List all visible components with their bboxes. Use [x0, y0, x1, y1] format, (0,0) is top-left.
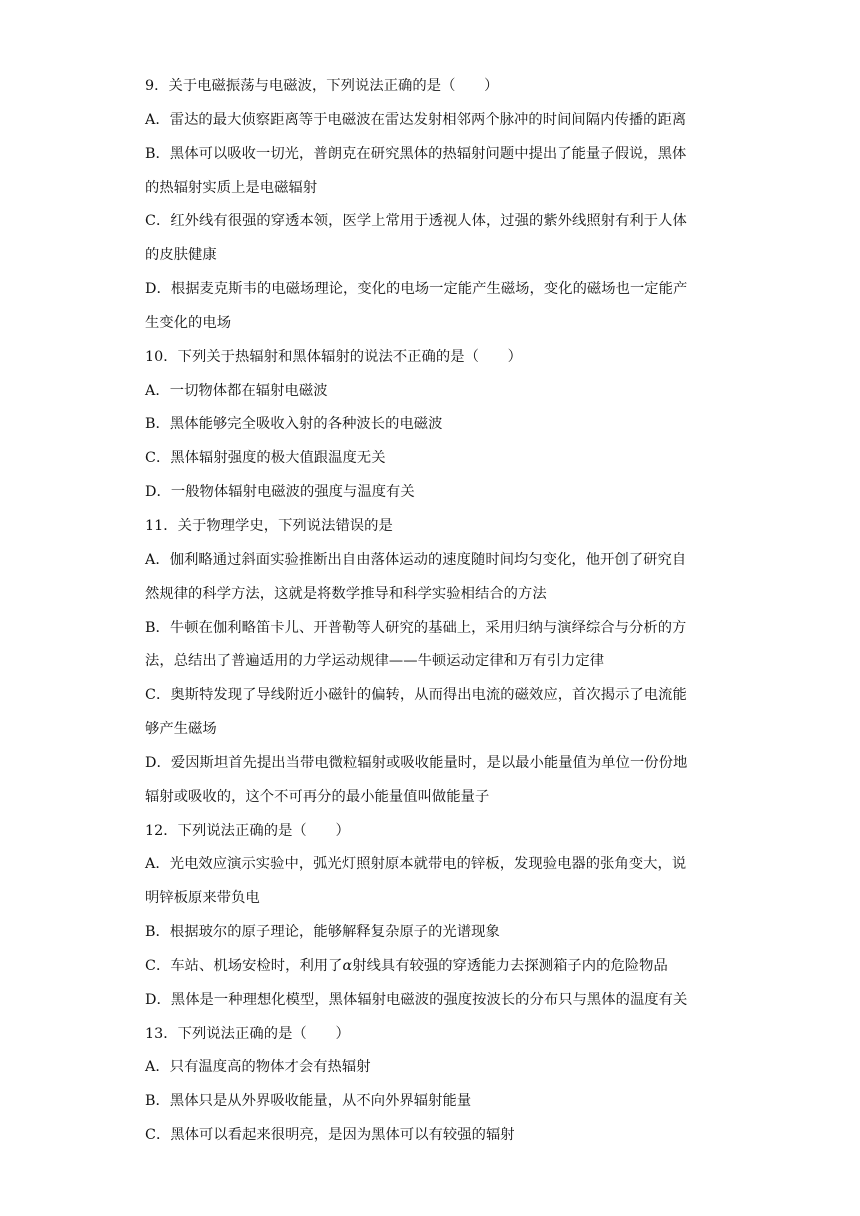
option-d: D．黑体是一种理想化模型，黑体辐射电磁波的强度按波长的分布只与黑体的温度有关	[145, 991, 688, 1008]
question-11	[145, 510, 725, 815]
question-stem: 10．下列关于热辐射和黑体辐射的说法不正确的是（ ）	[145, 348, 522, 365]
option-a: A．光电效应演示实验中，弧光灯照射原本就带电的锌板，发现验电器的张角变大，说	[145, 856, 687, 873]
question-stem: 9．关于电磁振荡与电磁波，下列说法正确的是（ ）	[145, 78, 499, 94]
option-c: C．奥斯特发现了导线附近小磁针的偏转，从而得出电流的磁效应，首次揭示了电流能	[145, 687, 687, 704]
option-d: D．一般物体辐射电磁波的强度与温度有关	[145, 484, 415, 501]
option-b-continued: 法，总结出了普遍适用的力学运动规律——牛顿运动定律和万有引力定律	[145, 653, 605, 670]
question-stem: 11．关于物理学史，下列说法错误的是	[145, 517, 393, 534]
option-c: C．红外线有很强的穿透本领，医学上常用于透视人体，过强的紫外线照射有利于人体	[145, 213, 687, 230]
option-b: B．根据玻尔的原子理论，能够解释复杂原子的光谱现象	[145, 924, 500, 941]
option-b-continued: 的热辐射实质上是电磁辐射	[145, 179, 318, 196]
option-d: D．爱因斯坦首先提出当带电微粒辐射或吸收能量时，是以最小能量值为单位一份份地	[145, 754, 688, 771]
option-d: D．根据麦克斯韦的电磁场理论，变化的电场一定能产生磁场，变化的磁场也一定能产	[145, 281, 688, 298]
option-c: C．黑体可以看起来很明亮，是因为黑体可以有较强的辐射	[145, 1127, 515, 1144]
option-b: B．黑体能够完全吸收入射的各种波长的电磁波	[145, 416, 443, 433]
option-c-continued: 的皮肤健康	[145, 247, 217, 264]
question-stem: 12．下列说法正确的是（ ）	[145, 822, 350, 839]
question-10	[145, 341, 725, 510]
question-9	[145, 70, 725, 341]
option-b: B．牛顿在伽利略笛卡儿、开普勒等人研究的基础上，采用归纳与演绎综合与分析的方	[145, 619, 687, 636]
option-d-continued: 生变化的电场	[145, 314, 232, 331]
option-a: A．雷达的最大侦察距离等于电磁波在雷达发射相邻两个脉冲的时间间隔内传播的距离	[145, 111, 687, 128]
option-c: C．车站、机场安检时，利用了α射线具有较强的穿透能力去探测箱子内的危险物品	[145, 957, 668, 974]
option-b: B．黑体只是从外界吸收能量，从不向外界辐射能量	[145, 1093, 472, 1110]
option-a: A．伽利略通过斜面实验推断出自由落体运动的速度随时间均匀变化，他开创了研究自	[145, 551, 687, 568]
question-12	[145, 815, 725, 1018]
option-a: A．只有温度高的物体才会有热辐射	[145, 1059, 371, 1076]
option-c: C．黑体辐射强度的极大值跟温度无关	[145, 450, 386, 467]
option-b: B．黑体可以吸收一切光，普朗克在研究黑体的热辐射问题中提出了能量子假说，黑体	[145, 145, 687, 162]
document-page	[145, 70, 725, 1153]
alpha-symbol: α	[342, 957, 353, 974]
option-c-continued: 够产生磁场	[145, 721, 217, 738]
option-a-continued: 然规律的科学方法，这就是将数学推导和科学实验相结合的方法	[145, 585, 547, 602]
option-a: A．一切物体都在辐射电磁波	[145, 382, 328, 399]
option-d-continued: 辐射或吸收的，这个不可再分的最小能量值叫做能量子	[145, 788, 490, 805]
question-13	[145, 1018, 725, 1153]
option-a-continued: 明锌板原来带负电	[145, 890, 260, 907]
question-stem: 13．下列说法正确的是（ ）	[145, 1025, 350, 1042]
